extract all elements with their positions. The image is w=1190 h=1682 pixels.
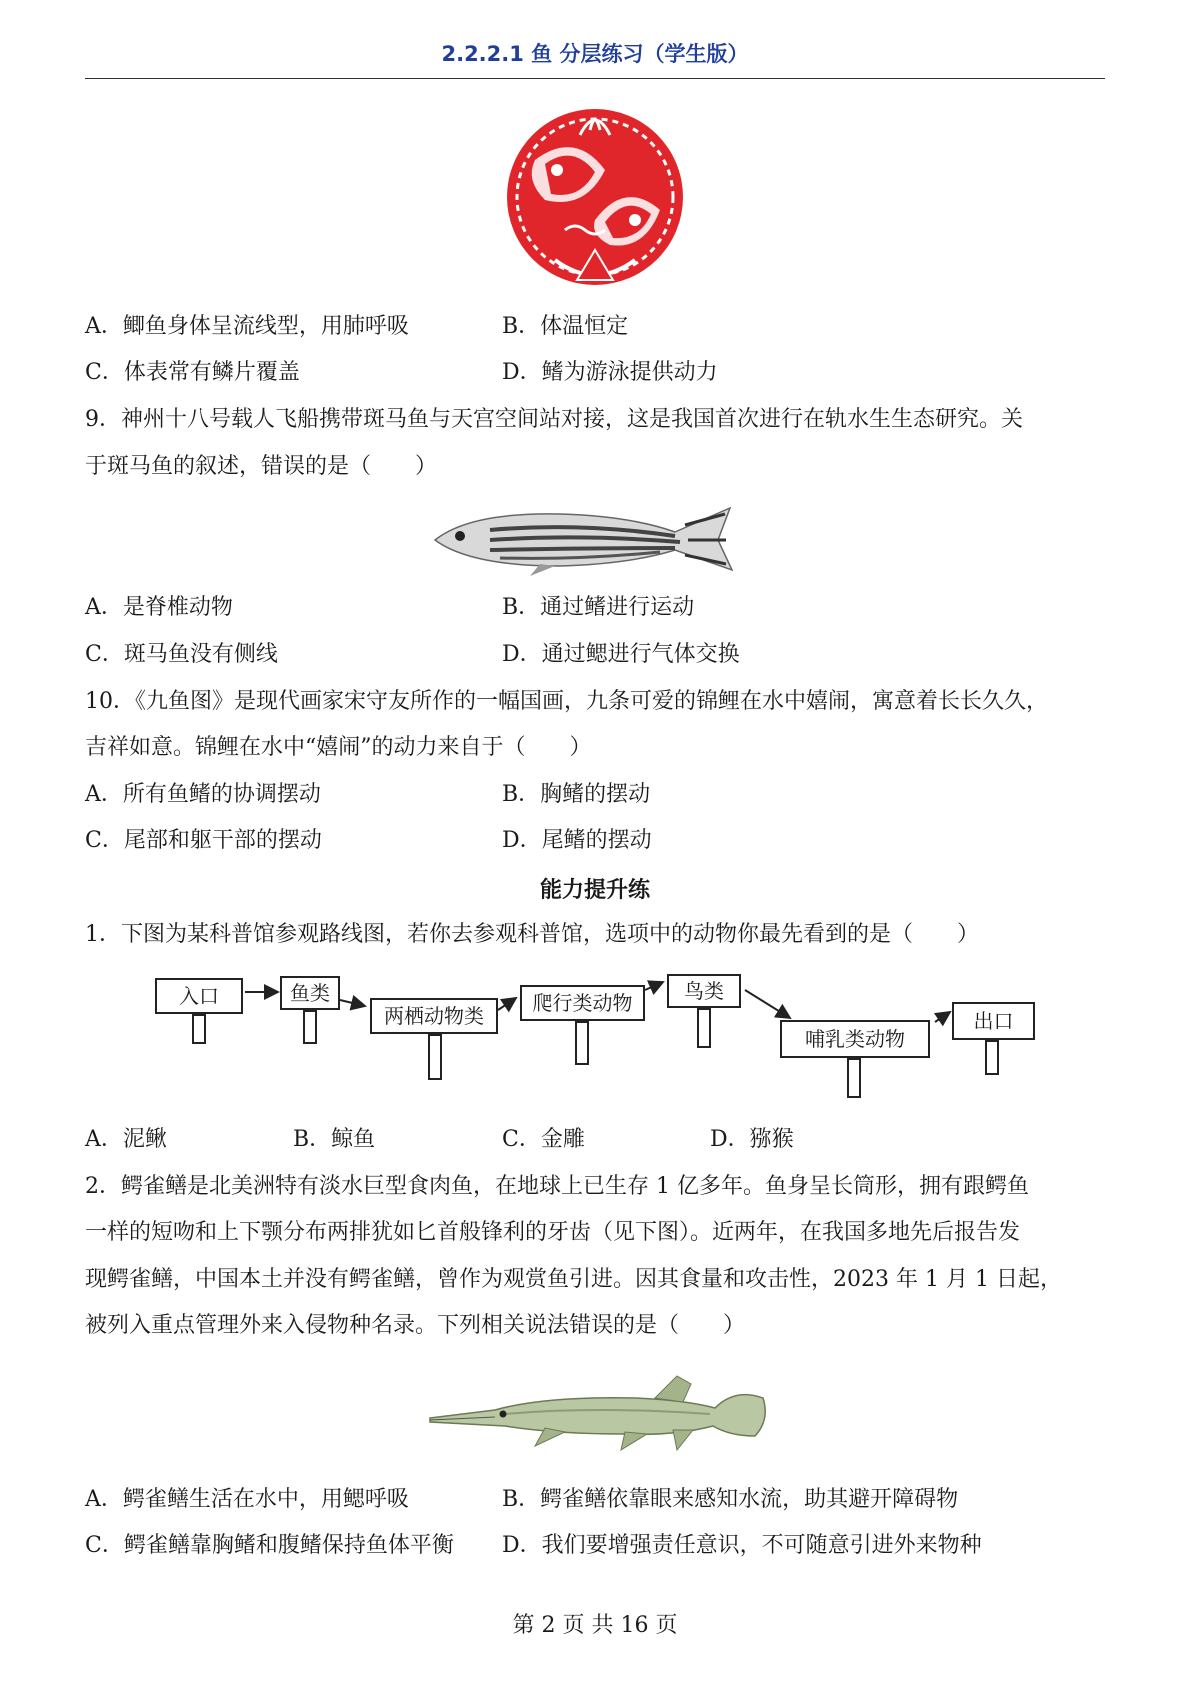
q10-option-c[interactable]: C．尾部和躯干部的摆动 [85, 828, 322, 853]
p1-option-c[interactable]: C．金雕 [502, 1127, 585, 1152]
papercut-fish-image [495, 100, 695, 290]
route-mammal: 哺乳类动物 [780, 1020, 930, 1058]
route-exit: 出口 [952, 1002, 1035, 1040]
route-entrance-post [192, 1014, 206, 1044]
alligator-gar-image [425, 1370, 775, 1460]
route-reptile: 爬行类动物 [520, 985, 645, 1021]
p1-stem: 1．下图为某科普馆参观路线图，若你去参观科普馆，选项中的动物你最先看到的是（ ） [85, 922, 980, 947]
q10-stem-line1: 10．《九鱼图》是现代画家宋守友所作的一幅国画，九条可爱的锦鲤在水中嬉闹，寓意着长长久久， [85, 689, 1048, 714]
p2-option-a[interactable]: A．鳄雀鳝生活在水中，用鳃呼吸 [85, 1487, 409, 1512]
route-bird: 鸟类 [667, 974, 741, 1008]
p1-option-b[interactable]: B．鲸鱼 [293, 1127, 376, 1152]
q10-stem-line2: 吉祥如意。锦鲤在水中“嬉闹”的动力来自于（ ） [85, 735, 592, 760]
q10-option-d[interactable]: D．尾鳍的摆动 [502, 828, 652, 853]
header-divider [85, 78, 1105, 79]
route-entrance: 入口 [155, 978, 243, 1014]
page-header: 2.2.2.1 鱼 分层练习（学生版） [441, 42, 749, 66]
p2-stem-line1: 2．鳄雀鳝是北美洲特有淡水巨型食肉鱼，在地球上已生存 1 亿多年。鱼身呈长筒形，拥有跟鳄鱼 [85, 1174, 1029, 1199]
route-amphibian: 两栖动物类 [370, 998, 498, 1034]
p2-stem-line4: 被列入重点管理外来入侵物种名录。下列相关说法错误的是（ ） [85, 1313, 746, 1338]
section-title: 能力提升练 [539, 878, 650, 903]
p2-option-b[interactable]: B．鳄雀鳝依靠眼来感知水流，助其避开障碍物 [502, 1487, 959, 1512]
route-amphibian-post [428, 1034, 442, 1080]
p1-option-a[interactable]: A．泥鳅 [85, 1127, 167, 1152]
p2-option-d[interactable]: D．我们要增强责任意识，不可随意引进外来物种 [502, 1533, 982, 1558]
route-reptile-post [575, 1021, 589, 1065]
route-fish-post [303, 1010, 317, 1044]
q9-stem-line1: 9．神州十八号载人飞船携带斑马鱼与天宫空间站对接，这是我国首次进行在轨水生生态研究。关 [85, 407, 1024, 432]
route-diagram [150, 970, 1050, 1105]
page-footer: 第 2 页 共 16 页 [512, 1613, 678, 1638]
q9-option-c[interactable]: C．斑马鱼没有侧线 [85, 642, 278, 667]
p1-option-d[interactable]: D．猕猴 [710, 1127, 794, 1152]
q10-option-b[interactable]: B．胸鳍的摆动 [502, 782, 651, 807]
route-exit-post [985, 1040, 999, 1075]
q9-option-b[interactable]: B．通过鳍进行运动 [502, 595, 695, 620]
q8-option-d[interactable]: D．鳍为游泳提供动力 [502, 360, 718, 385]
route-bird-post [697, 1008, 711, 1048]
q9-option-a[interactable]: A．是脊椎动物 [85, 595, 233, 620]
q9-option-d[interactable]: D．通过鳃进行气体交换 [502, 642, 740, 667]
q8-option-b[interactable]: B．体温恒定 [502, 314, 629, 339]
zebrafish-image [430, 500, 740, 578]
route-fish: 鱼类 [280, 976, 340, 1010]
p2-stem-line2: 一样的短吻和上下颚分布两排犹如匕首般锋利的牙齿（见下图）。近两年，在我国多地先后报告发 [85, 1220, 1021, 1245]
q8-option-a[interactable]: A．鲫鱼身体呈流线型，用肺呼吸 [85, 314, 409, 339]
q8-option-c[interactable]: C．体表常有鳞片覆盖 [85, 360, 300, 385]
p2-option-c[interactable]: C．鳄雀鳝靠胸鳍和腹鳍保持鱼体平衡 [85, 1533, 454, 1558]
q9-stem-line2: 于斑马鱼的叙述，错误的是（ ） [85, 454, 438, 479]
q10-option-a[interactable]: A．所有鱼鳍的协调摆动 [85, 782, 321, 807]
p2-stem-line3: 现鳄雀鳝，中国本土并没有鳄雀鳝，曾作为观赏鱼引进。因其食量和攻击性，2023 年 1 月 1 日起， [85, 1267, 1062, 1292]
route-mammal-post [847, 1058, 861, 1098]
